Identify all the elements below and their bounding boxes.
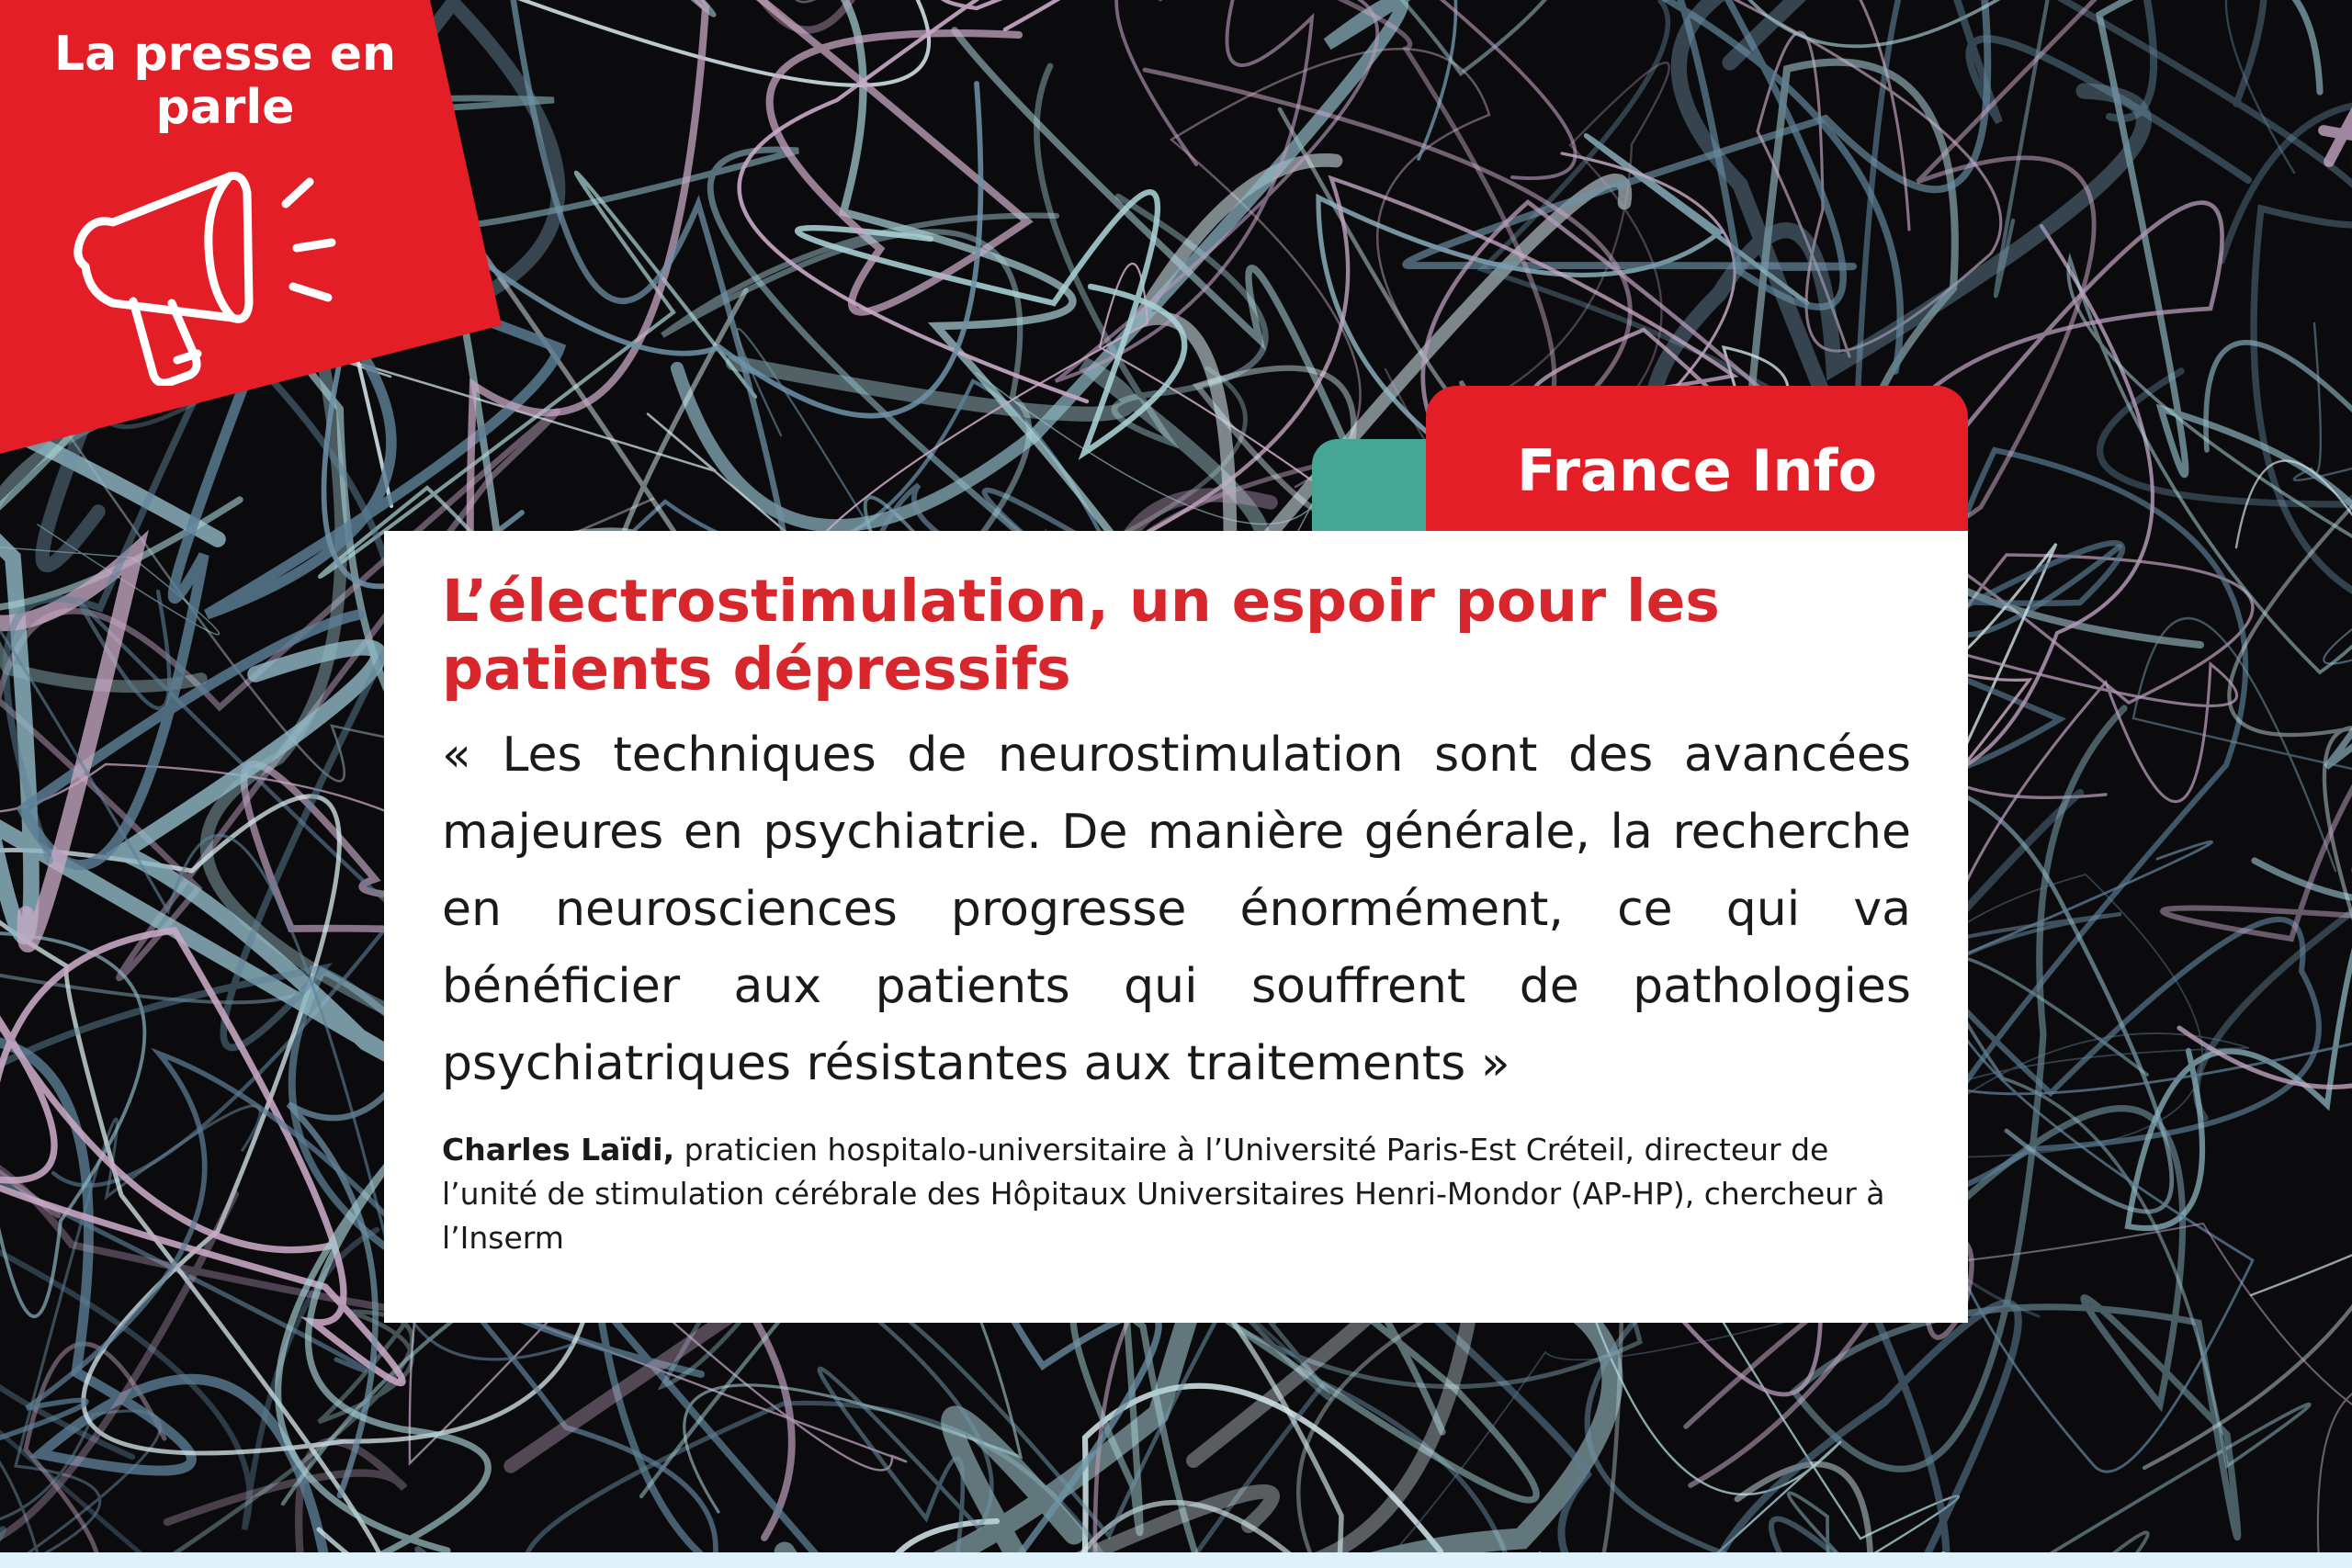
press-badge-label: La presse en parle xyxy=(53,27,397,135)
article-quote: « Les techniques de neurostimulation sont des avancées majeures en psychiatrie. De manière générale, la recherche en neurosciences progresse énormément, ce qui va bénéficier aux patients qui souffrent de pathologies psychiatriques résistantes aux traitements » xyxy=(442,728,1911,1091)
quote-card xyxy=(384,531,1968,1323)
megaphone-icon xyxy=(69,165,363,386)
source-tab xyxy=(1426,386,1968,531)
author-name: Charles Laïdi, xyxy=(442,1132,675,1168)
author-title: praticien hospitalo-universitaire à l’Université Paris-Est Créteil, directeur de l’unité de stimulation cérébrale des Hôpitaux Universitaires Henri-Mondor (AP-HP), chercheur à l’Inserm xyxy=(442,1132,1885,1256)
article-headline: L’électrostimulation, un espoir pour les patients dépressifs xyxy=(442,568,1720,703)
press-badge xyxy=(0,0,514,459)
source-name: France Info xyxy=(1516,437,1878,504)
bottom-strip xyxy=(0,1552,2352,1568)
quote-attribution xyxy=(442,1128,1911,1260)
